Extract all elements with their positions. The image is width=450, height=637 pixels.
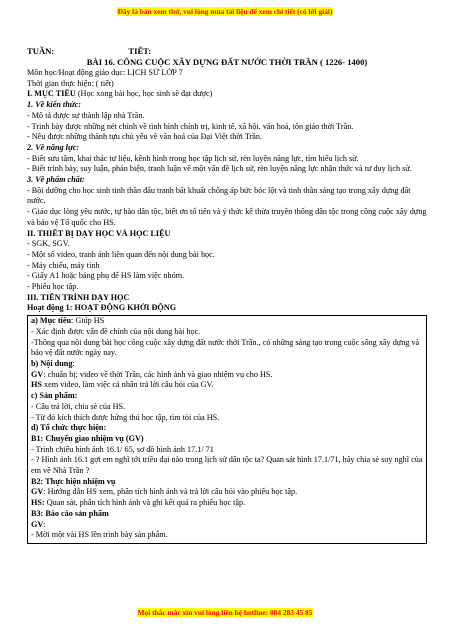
equipment-item: - Một số video, tranh ảnh liên quan đến nội dung bài học. <box>27 249 215 259</box>
preview-banner-text: Đây là bản xem thử, vui lòng mua tài liệu để xem chi tiết (có lời giải) <box>117 7 333 16</box>
objective-item: -Thông qua nội dung bài học công cuộc xây dựng đất nước thời Trần., có những sáng tạo trong cuộc sống xây dựng và bảo vệ đất nước ngày nay. <box>31 337 420 358</box>
week-period-line <box>27 46 427 57</box>
qualities-item: - Bồi dưỡng cho học sinh tinh thần đấu tranh bất khuất chống áp bức bóc lột và tinh thần sáng tạo trong xây dựng đất nước. <box>27 185 411 206</box>
equipment-item: - Máy chiếu, máy tính <box>27 260 100 270</box>
equipment-item: - Giấy A1 hoặc bảng phụ để HS làm việc nhóm. <box>27 271 185 281</box>
equipment-item: - SGK, SGV. <box>27 239 70 249</box>
equipment-heading: II. THIẾT BỊ DẠY HỌC VÀ HỌC LIỆU <box>27 228 171 238</box>
duration-line: Thời gian thực hiện: ( tiết) <box>27 78 114 88</box>
step3-teacher-line: GV: <box>31 519 46 529</box>
lesson-title: BÀI 16. CÔNG CUỘC XÂY DỰNG ĐẤT NƯỚC THỜI TRẦN ( 1226- 1400) <box>86 57 368 67</box>
objective-item: - Xác định được vấn đề chính của nội dung bài học. <box>31 326 201 336</box>
week-label: TUẦN: <box>27 46 55 56</box>
equipment-item: - Phiếu học tập. <box>27 282 79 292</box>
preview-banner <box>0 6 450 18</box>
step2-label: B2: Thực hiện nhiệm vụ <box>31 476 116 486</box>
step2-student-line: HS: Quan sát, phân tích hình ảnh và ghi kết quả ra phiếu học tập. <box>31 498 246 508</box>
skills-heading: 2. Về năng lực: <box>27 142 80 152</box>
activity-heading: Hoạt động 1: HOẠT ĐỘNG KHỞI ĐỘNG <box>27 303 177 313</box>
hotline-banner-text: Mọi thắc mắc xin vui lòng liên hệ hotline: 084 283 45 85 <box>137 608 313 617</box>
process-heading: III. TIẾN TRÌNH DẠY HỌC <box>27 292 130 302</box>
step2-teacher-line: GV: Hướng dẫn HS xem, phân tích hình ảnh và trả lời câu hỏi vào phiếu học tập. <box>31 487 298 497</box>
hotline-banner <box>0 607 450 619</box>
knowledge-item: - Mô tả được sự thành lập nhà Trần. <box>27 110 145 120</box>
knowledge-heading: 1. Về kiến thức: <box>27 100 82 110</box>
qualities-item: - Giáo dục lòng yêu nước, tự hào dân tộc, biết ơn tổ tiên và ý thức kế thừa truyền thống dân tộc trong công cuộc xây dựng và bảo vệ Tổ quốc cho HS. <box>27 207 427 227</box>
step3-label: B3: Báo cáo sản phẩm <box>31 508 109 518</box>
step1-label: B1: Chuyển giao nhiệm vụ (GV) <box>31 433 144 443</box>
content-label-line: b) Nội dung: <box>31 358 75 368</box>
period-label: TIẾT: <box>128 46 152 56</box>
product-label: c) Sản phẩm: <box>31 391 78 401</box>
product-item: - Câu trả lời, chia sẻ của HS. <box>31 401 126 411</box>
activity-table <box>27 315 427 544</box>
qualities-heading: 3. Về phẩm chất: <box>27 175 85 185</box>
skills-item: - Biết trình bày, suy luận, phản biện, tranh luận về một vấn đề lịch sử, rèn luyện năng lực nhận thức và tư duy lịch sử. <box>27 164 412 174</box>
organization-label: d) Tổ chức thực hiện: <box>31 423 107 433</box>
objective-label-line: a) Mục tiêu: Giúp HS <box>31 316 105 326</box>
objectives-heading: I. MỤC TIÊU (Học xong bài học, học sinh sẽ đạt được) <box>27 89 213 99</box>
step1-item: - Trình chiếu hình ảnh 16.1/ 65, sơ đồ hình ảnh 17.1/ 71 <box>31 444 214 454</box>
teacher-content-line: GV: chuẩn bị; video về thời Trần, các hình ảnh và giao nhiệm vụ cho HS. <box>31 369 273 379</box>
product-item: - Từ đó kích thích được hứng thú học tập, tìm tòi của HS. <box>31 412 220 422</box>
step1-item: - ? Hình ảnh 16.1 gợi em nghĩ tới triều đại nào trong lịch sử dân tộc ta? Quan sát hình 17.1/71, hãy chia sẻ suy nghĩ của em về Nhà Trần ? <box>31 455 423 476</box>
knowledge-item: - Trình bày được những nét chính về tình hình chính trị, kinh tế, xã hội, văn hoá, tôn giáo thời Trần. <box>27 121 354 131</box>
step3-item: - Mời một vài HS lên trình bày sản phẩm. <box>31 530 168 540</box>
knowledge-item: - Nêu được những thành tựu chủ yếu về văn hoá của Đại Việt thời Trần. <box>27 132 263 142</box>
student-content-line: HS xem video, làm việc cá nhân trả lời câu hỏi của GV. <box>31 380 214 390</box>
subject-line: Môn học/Hoạt động giáo dục: LỊCH SỬ LỚP 7 <box>27 68 183 77</box>
lesson-plan-content <box>27 46 427 544</box>
skills-item: - Biết sưu tầm, khai thác tư liệu, kênh hình trong học tập lịch sử, rèn luyện năng lực, tìm hiểu lịch sử. <box>27 153 359 163</box>
